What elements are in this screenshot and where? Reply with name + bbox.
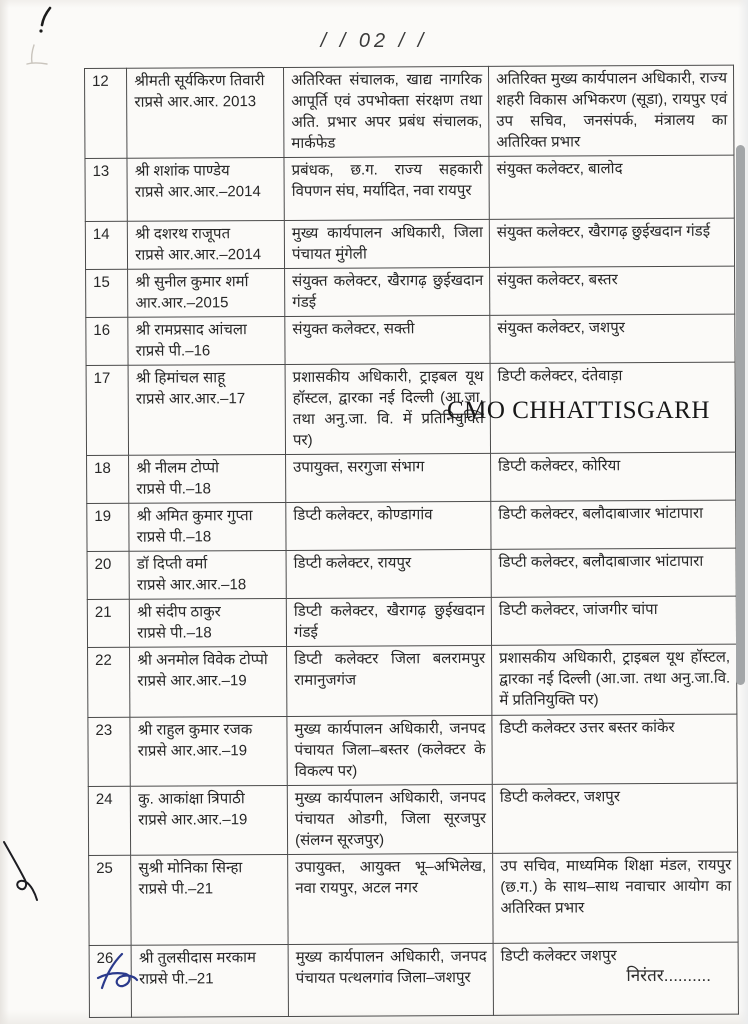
officer-name-cell	[128, 316, 285, 365]
officer-cadre: राप्रसे आर.आर.–18	[136, 576, 247, 594]
current-post-cell: डिप्टी कलेक्टर, रायपुर	[286, 549, 491, 598]
officer-name: श्री अनमोल विवेक टोप्पो	[137, 651, 268, 669]
serial-number: 14	[85, 221, 128, 269]
officer-name: सुश्री मोनिका सिन्हा	[138, 859, 243, 877]
serial-number: 24	[88, 786, 131, 855]
officer-name-cell	[127, 157, 284, 221]
officer-name-cell	[130, 646, 287, 717]
new-post-cell: डिप्टी कलेक्टर, जांजगीर चांपा	[491, 596, 736, 645]
current-post-cell: अतिरिक्त संचालक, खाद्य नागरिक आपूर्ति एवं उपभोक्ता संरक्षण तथा अति. प्रभार अपर प्रबंध संचालक, मार्कफेड	[284, 66, 489, 157]
officer-name: श्रीमती सूर्यकिरण तिवारी	[134, 72, 265, 90]
officer-name-cell	[130, 598, 287, 647]
new-post-cell: संयुक्त कलेक्टर, बस्तर	[490, 266, 735, 315]
officer-name: श्री अमित कुमार गुप्ता	[136, 507, 253, 525]
new-post-cell: डिप्टी कलेक्टर, जशपुर	[492, 783, 737, 853]
officer-name: श्री हिमांचल साहू	[135, 369, 226, 387]
new-post-cell: उप सचिव, माध्यमिक शिक्षा मंडल, रायपुर (छ.ग.) के साथ–साथ नवाचार आयोग का अतिरिक्त प्रभार	[493, 852, 738, 943]
transfer-table	[84, 65, 739, 1018]
officer-name-cell	[129, 502, 286, 551]
new-post-cell: डिप्टी कलेक्टर उत्तर बस्तर कांकेर	[492, 714, 737, 784]
officer-cadre: राप्रसे पी.–21	[139, 970, 214, 988]
serial-number: 22	[88, 647, 131, 717]
transfer-table-body	[85, 65, 739, 1017]
signature-mark	[92, 948, 140, 996]
serial-number: 18	[87, 455, 130, 503]
serial-number: 16	[86, 317, 129, 365]
table-row	[85, 155, 734, 221]
officer-name: कु. आकांक्षा त्रिपाठी	[138, 790, 245, 808]
table-row	[86, 314, 735, 365]
new-post-cell: प्रशासकीय अधिकारी, ट्राइबल यूथ हॉस्टल, द्वारका नई दिल्ली (आ.जा. तथा अनु.जा.वि. में प्रतिनियुक्ति पर)	[492, 644, 737, 715]
officer-cadre: राप्रसे आर.आर.–2014	[135, 246, 262, 264]
officer-cadre: राप्रसे पी.–18	[136, 480, 211, 498]
officer-name: श्री रामप्रसाद आंचला	[135, 321, 247, 339]
table-row	[88, 783, 737, 855]
serial-number: 20	[87, 551, 130, 599]
new-post-cell: डिप्टी कलेक्टर, दंतेवाड़ा	[490, 362, 735, 453]
serial-number: 17	[86, 365, 129, 455]
table-row	[87, 452, 736, 503]
current-post-cell: डिप्टी कलेक्टर, कोण्डागांव	[286, 501, 491, 550]
current-post-cell: उपायुक्त, आयुक्त भू–अभिलेख, नवा रायपुर, अटल नगर	[288, 853, 493, 944]
ink-mark-top-left	[34, 4, 64, 38]
new-post-cell: डिप्टी कलेक्टर, कोरिया	[491, 452, 736, 501]
officer-name: श्री दशरथ राजूपत	[135, 225, 231, 243]
new-post-cell: संयुक्त कलेक्टर, खैरागढ़ छुईखदान गंडई	[489, 218, 734, 267]
officer-cadre: राप्रसे आर.आर.–17	[135, 390, 246, 408]
current-post-cell: मुख्य कार्यपालन अधिकारी, जिला पंचायत मुंगेली	[284, 219, 489, 268]
serial-number: 26	[89, 945, 132, 1017]
table-row	[87, 500, 736, 551]
faint-pencil-mark	[22, 42, 52, 68]
table-row	[86, 266, 735, 317]
officer-name-cell	[129, 454, 286, 503]
table-row	[88, 644, 737, 717]
new-post-cell: संयुक्त कलेक्टर, बालोद	[489, 155, 734, 219]
serial-number: 19	[87, 503, 130, 551]
table-row	[87, 596, 736, 647]
table-row	[89, 852, 738, 945]
current-post-cell: मुख्य कार्यपालन अधिकारी, जनपद पंचायत ओडगी, जिला सूरजपुर (संलग्न सूरजपुर)	[287, 784, 492, 854]
current-post-cell: डिप्टी कलेक्टर, खैरागढ़ छुईखदान गंडई	[286, 597, 491, 646]
current-post-cell: संयुक्त कलेक्टर, सक्ती	[285, 315, 490, 364]
table-row	[85, 218, 734, 269]
officer-cadre: राप्रसे आर.आर. 2013	[134, 93, 257, 111]
officer-name-cell	[128, 364, 285, 455]
current-post-cell: संयुक्त कलेक्टर, खैरागढ़ छुईखदान गंडई	[285, 267, 490, 316]
table-row	[87, 548, 736, 599]
serial-number: 23	[88, 717, 131, 786]
new-post-cell: अतिरिक्त मुख्य कार्यपालन अधिकारी, राज्य शहरी विकास अभिकरण (सूडा), रायपुर एवं उप सचिव, जनसंपर्क, मंत्रालय का अतिरिक्त प्रभार	[489, 65, 734, 156]
page-number: / / 02 / /	[320, 30, 428, 52]
ink-mark-left-margin	[0, 838, 40, 910]
officer-name-cell	[128, 268, 285, 317]
officer-name: श्री नीलम टोप्पो	[136, 459, 220, 477]
serial-number: 25	[89, 855, 132, 945]
current-post-cell: मुख्य कार्यपालन अधिकारी, जनपद पंचायत जिला–बस्तर (कलेक्टर के विकल्प पर)	[287, 715, 492, 785]
table-row	[85, 65, 734, 158]
officer-cadre: राप्रसे पी.–18	[137, 624, 212, 642]
officer-name: श्री तुलसीदास मरकाम	[138, 949, 257, 967]
serial-number: 21	[87, 599, 130, 647]
serial-number: 12	[85, 68, 128, 158]
new-post-cell: डिप्टी कलेक्टर, बलौदाबाजार भांटापारा	[491, 548, 736, 597]
current-post-cell: उपायुक्त, सरगुजा संभाग	[286, 453, 491, 502]
current-post-cell: प्रशासकीय अधिकारी, ट्राइबल यूथ हॉस्टल, द्वारका नई दिल्ली (आ.जा. तथा अनु.जा. वि. में प्रतिनियुक्ति पर)	[285, 363, 490, 454]
officer-name: श्री संदीप ठाकुर	[137, 603, 221, 621]
serial-number: 13	[85, 158, 128, 221]
serial-number: 15	[86, 269, 129, 317]
officer-cadre: राप्रसे आर.आर.–19	[138, 811, 248, 829]
officer-cadre: राप्रसे आर.आर.–2014	[134, 183, 261, 201]
continuation-note: निरंतर..........	[626, 966, 711, 985]
officer-cadre: राप्रसे आर.आर.–19	[137, 742, 248, 760]
officer-name-cell	[131, 854, 288, 945]
officer-name: डॉ दिप्ती वर्मा	[136, 555, 208, 573]
officer-name: श्री राहुल कुमार रजक	[137, 721, 253, 739]
officer-name-cell	[128, 220, 285, 269]
officer-cadre: राप्रसे पी.–18	[136, 528, 212, 546]
watermark: CMO CHHATTISGARH	[447, 397, 710, 424]
officer-cadre: राप्रसे पी.–21	[138, 880, 214, 898]
table-row	[88, 714, 737, 786]
new-post-cell: संयुक्त कलेक्टर, जशपुर	[490, 314, 735, 363]
officer-name-cell	[127, 67, 284, 158]
officer-name-cell	[129, 550, 286, 599]
officer-cadre: राप्रसे आर.आर.–19	[137, 672, 247, 690]
officer-name-cell	[131, 785, 288, 855]
officer-name-cell	[130, 716, 287, 786]
officer-name: श्री शशांक पाण्डेय	[134, 162, 230, 180]
current-post-cell: प्रबंधक, छ.ग. राज्य सहकारी विपणन संघ, मर्यादित, नवा रायपुर	[284, 156, 489, 220]
new-post-cell: डिप्टी कलेक्टर जशपुर	[493, 942, 738, 1015]
scrollbar-thumb[interactable]	[736, 145, 745, 685]
current-post-cell: मुख्य कार्यपालन अधिकारी, जनपद पंचायत पत्थलगांव जिला–जशपुर	[288, 943, 493, 1016]
officer-cadre: राप्रसे पी.–16	[135, 342, 211, 360]
current-post-cell: डिप्टी कलेक्टर जिला बलरामपुर रामानुजगंज	[287, 645, 492, 716]
officer-name: श्री सुनील कुमार शर्मा	[135, 273, 249, 291]
new-post-cell: डिप्टी कलेक्टर, बलौदाबाजार भांटापारा	[491, 500, 736, 549]
officer-cadre: आर.आर.–2015	[135, 294, 229, 312]
officer-name-cell	[131, 944, 288, 1017]
